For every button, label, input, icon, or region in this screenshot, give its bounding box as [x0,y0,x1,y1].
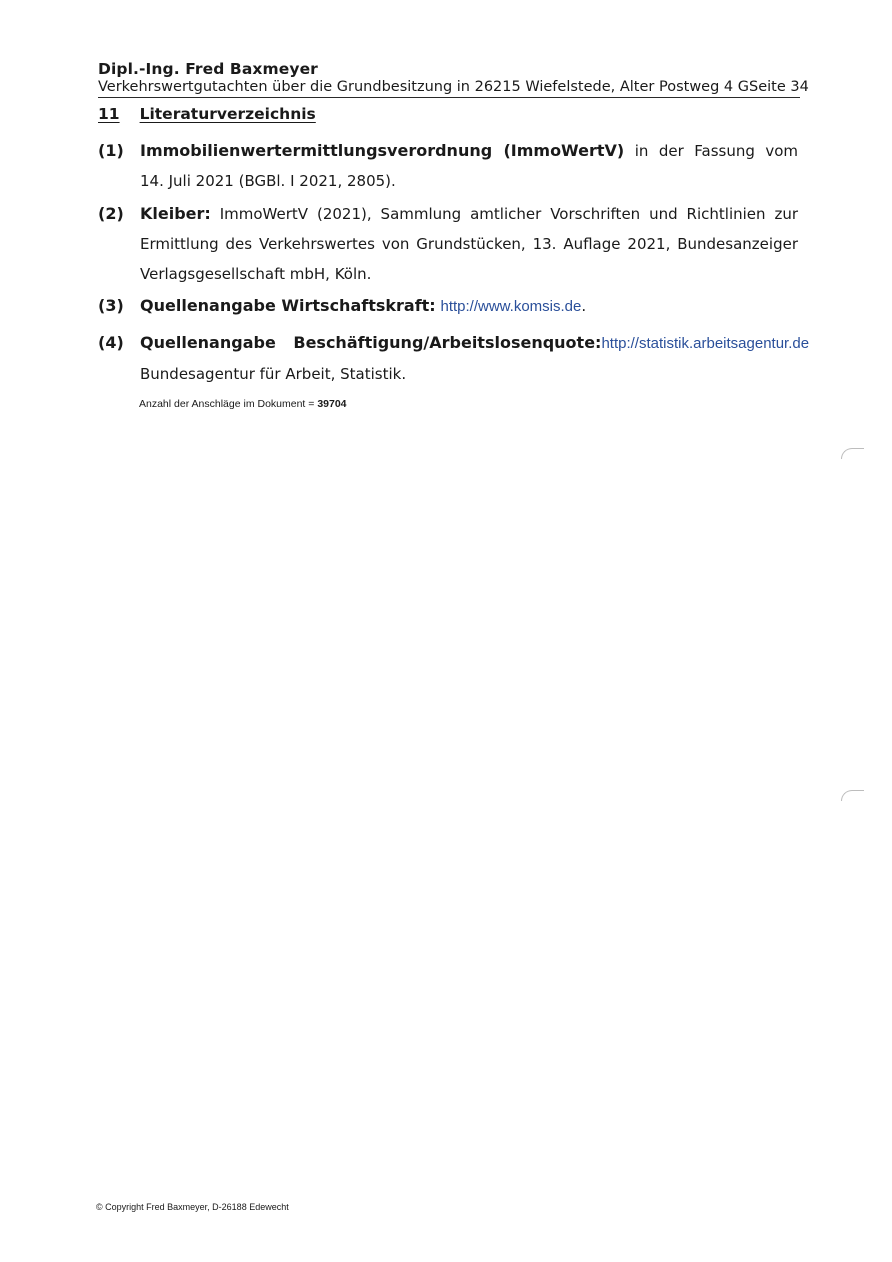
reference-punctuation: . [581,297,587,315]
page-number: Seite 34 [749,79,809,95]
author-name: Dipl.-Ing. Fred Baxmeyer [98,60,318,78]
character-count-note [139,398,347,410]
character-count-label: Anzahl der Anschläge im Dokument = [139,398,318,410]
reference-index: (1) [98,141,124,160]
copyright-footer: © Copyright Fred Baxmeyer, D-26188 Edewecht [96,1202,289,1212]
reference-title: Kleiber: [140,204,211,223]
section-title-text: Literaturverzeichnis [139,105,316,123]
reference-body [140,199,798,289]
reference-body [140,328,810,389]
reference-text: ImmoWertV (2021), Sammlung amtlicher Vorschriften und Richtlinien zur Ermittlung des Verkehrswertes von Grundstücken, 13. Auflage 2021, Bundesanzeiger Verlagsgesellschaft mbH, Köln. [140,205,798,283]
section-heading [98,105,316,123]
reference-title: Quellenangabe Beschäftigung/Arbeitslosenquote: [140,333,602,352]
document-subtitle: Verkehrswertgutachten über die Grundbesitzung in 26215 Wiefelstede, Alter Postweg 4 G [98,79,749,95]
reference-text: Bundesagentur für Arbeit, Statistik. [140,365,407,383]
arbeitsagentur-link[interactable]: http://statistik.arbeitsagentur.de [601,335,810,352]
character-count-value: 39704 [317,398,347,410]
reference-index: (4) [98,333,124,352]
punch-hole-mark [841,790,864,801]
reference-index: (3) [98,296,124,315]
reference-title: Quellenangabe Wirtschaftskraft: [140,296,436,315]
komsis-link[interactable]: http://www.komsis.de [440,298,582,315]
header-divider [98,97,800,98]
reference-text: in der Fassung vom 14. Juli 2021 (BGBl. I 2021, 2805). [140,142,799,190]
reference-entry [98,328,810,389]
reference-entry [98,291,798,322]
running-header [98,79,809,95]
reference-entry [98,136,798,196]
section-number: 11 [98,105,120,123]
reference-entry [98,199,798,289]
reference-index: (2) [98,204,124,223]
reference-title: Immobilienwertermittlungsverordnung (ImmoWertV) [140,141,625,160]
reference-body [140,291,798,322]
punch-hole-mark [841,448,864,459]
reference-body [140,136,798,196]
